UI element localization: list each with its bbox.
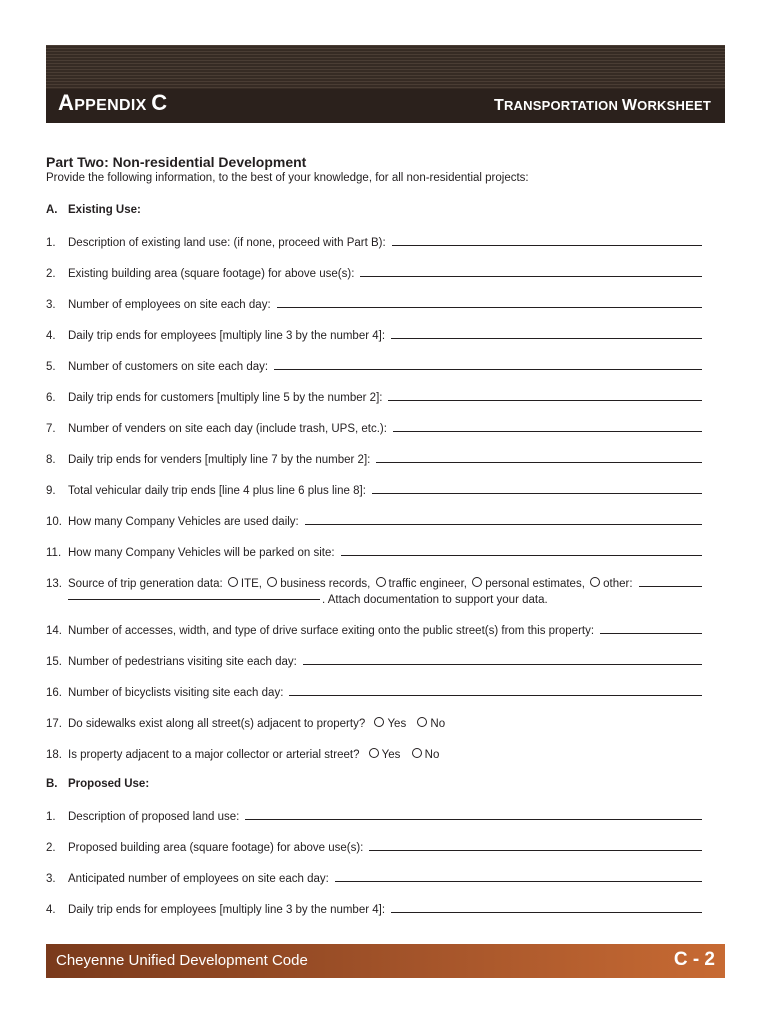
answer-line[interactable]: [391, 338, 702, 339]
answer-line[interactable]: [360, 276, 702, 277]
existing-item-4: 4. Daily trip ends for employees [multiply line 3 by the number 4]:: [46, 326, 702, 342]
part-title: Part Two: Non-residential Development: [46, 154, 307, 170]
existing-item-8: 8. Daily trip ends for venders [multiply line 7 by the number 2]:: [46, 450, 702, 466]
existing-item-10: 10. How many Company Vehicles are used daily:: [46, 512, 702, 528]
footer-band: [46, 944, 725, 978]
answer-line[interactable]: [372, 493, 702, 494]
radio-personal-estimates[interactable]: [472, 577, 482, 587]
source-detail-line[interactable]: [68, 599, 320, 600]
radio-traffic-engineer[interactable]: [376, 577, 386, 587]
existing-item-18: 18. Is property adjacent to a major collector or arterial street? Yes No: [46, 749, 440, 761]
answer-line[interactable]: [388, 400, 702, 401]
answer-line[interactable]: [369, 850, 702, 851]
section-b-heading: B. Proposed Use:: [46, 778, 150, 790]
existing-item-14: 14. Number of accesses, width, and type of drive surface exiting onto the public street(s) from this property:: [46, 621, 702, 637]
existing-item-6: 6. Daily trip ends for customers [multiply line 5 by the number 2]:: [46, 388, 702, 404]
radio-sidewalks-yes[interactable]: [374, 717, 384, 727]
page-number: C - 2: [673, 949, 715, 970]
answer-line[interactable]: [289, 695, 702, 696]
answer-line[interactable]: [274, 369, 702, 370]
existing-item-9: 9. Total vehicular daily trip ends [line 4 plus line 6 plus line 8]:: [46, 481, 702, 497]
proposed-item-3: 3. Anticipated number of employees on site each day:: [46, 869, 702, 885]
proposed-item-4: 4. Daily trip ends for employees [multiply line 3 by the number 4]:: [46, 900, 702, 916]
existing-item-13-continued: . Attach documentation to support your data.: [46, 590, 702, 606]
radio-ite[interactable]: [228, 577, 238, 587]
radio-arterial-no[interactable]: [412, 748, 422, 758]
radio-arterial-yes[interactable]: [369, 748, 379, 758]
existing-item-16: 16. Number of bicyclists visiting site each day:: [46, 683, 702, 699]
existing-item-17: 17. Do sidewalks exist along all street(s) adjacent to property? Yes No: [46, 718, 446, 730]
part-intro: Provide the following information, to the best of your knowledge, for all non-residential projects:: [46, 172, 529, 184]
header-title-strip: [46, 89, 725, 123]
existing-item-5: 5. Number of customers on site each day:: [46, 357, 702, 373]
answer-line[interactable]: [303, 664, 702, 665]
answer-line[interactable]: [305, 524, 702, 525]
proposed-item-2: 2. Proposed building area (square footage) for above use(s):: [46, 838, 702, 854]
existing-item-11: 11. How many Company Vehicles will be parked on site:: [46, 543, 702, 559]
footer-code-title: Cheyenne Unified Development Code: [56, 952, 308, 969]
existing-item-3: 3. Number of employees on site each day:: [46, 295, 702, 311]
worksheet-title: TRANSPORTATION WORKSHEET: [493, 97, 711, 114]
header-band: [46, 45, 725, 123]
radio-other[interactable]: [590, 577, 600, 587]
existing-item-2: 2. Existing building area (square footage) for above use(s):: [46, 264, 702, 280]
other-source-line[interactable]: [639, 586, 702, 587]
section-a-heading: A. Existing Use:: [46, 204, 141, 216]
existing-item-7: 7. Number of venders on site each day (include trash, UPS, etc.):: [46, 419, 702, 435]
answer-line[interactable]: [392, 245, 702, 246]
answer-line[interactable]: [341, 555, 702, 556]
existing-item-1: 1. Description of existing land use: (if none, proceed with Part B):: [46, 233, 702, 249]
answer-line[interactable]: [600, 633, 702, 634]
existing-item-13: 13. Source of trip generation data: ITE, business records, traffic engineer, personal estimates, other:: [46, 574, 702, 590]
answer-line[interactable]: [393, 431, 702, 432]
radio-sidewalks-no[interactable]: [417, 717, 427, 727]
existing-item-15: 15. Number of pedestrians visiting site each day:: [46, 652, 702, 668]
answer-line[interactable]: [391, 912, 702, 913]
answer-line[interactable]: [335, 881, 702, 882]
answer-line[interactable]: [277, 307, 702, 308]
proposed-item-1: 1. Description of proposed land use:: [46, 807, 702, 823]
answer-line[interactable]: [245, 819, 702, 820]
radio-business-records[interactable]: [267, 577, 277, 587]
answer-line[interactable]: [376, 462, 702, 463]
appendix-title: APPENDIX C: [58, 90, 168, 115]
